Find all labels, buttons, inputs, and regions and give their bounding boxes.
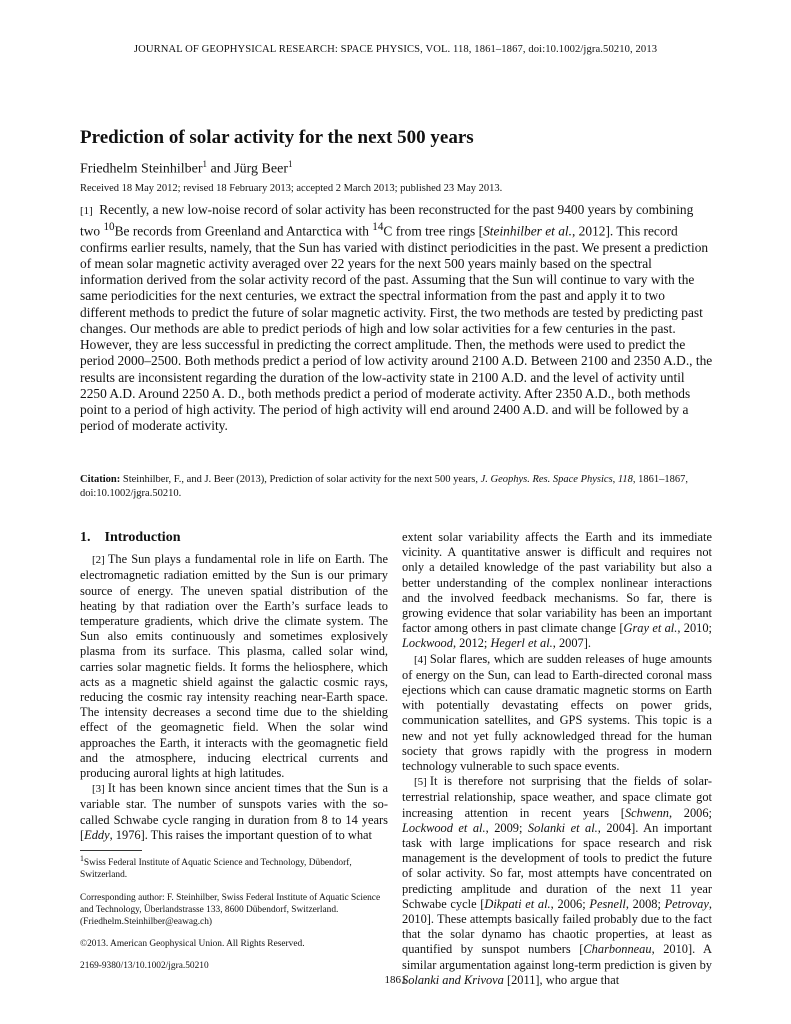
author-name: Friedhelm Steinhilber — [80, 161, 203, 177]
section-heading — [80, 530, 388, 545]
paragraph-number: [4] — [414, 653, 427, 666]
footnote-divider — [80, 850, 142, 851]
affiliation-marker: 1 — [288, 159, 293, 169]
paragraph-text: extent solar variability affects the Earth and its immediate vicinity. A quantitative answer is difficult and requires not only a detailed knowledge of the past variability but also a better understanding of the complex nonlinear interactions and the involved feedback mechanisms. So far, there is growing evidence that solar variability has been an important factor among others in past climate change [ — [402, 530, 712, 636]
citation-text: , 1861–1867, doi:10.1002/jgra.50210. — [80, 474, 689, 499]
copyright-notice — [80, 938, 388, 972]
copyright-text: ©2013. American Geophysical Union. All Rights Reserved. — [80, 939, 305, 950]
left-column — [80, 530, 388, 843]
citation — [80, 473, 714, 501]
reference-link[interactable]: Schwenn — [624, 805, 669, 820]
reference-link[interactable]: Steinhilber et al. — [483, 223, 572, 239]
paragraph-continued — [402, 530, 712, 652]
received-dates: Received 18 May 2012; revised 18 February 2013; accepted 2 March 2013; published 23 May 2013. — [80, 183, 503, 194]
reference-link[interactable]: Petrovay — [664, 896, 709, 911]
paragraph-text: , 1976]. This raises the important question of to what — [109, 827, 372, 842]
paragraph-text: , 2010; — [677, 621, 713, 636]
article-title: Prediction of solar activity for the next 500 years — [80, 127, 474, 148]
paragraph — [402, 774, 712, 988]
abstract-text: , 2012]. This record confirms earlier results, namely, that the Sun has varied with distinct periodicities in the past. We present a prediction of mean solar magnetic activity averaged over 22 years for the next 500 years mainly based on the spectral information derived from the solar activity record of the past. Assuming that the Sun will continue to vary with the same periodicities for the next centuries, we extract the spectral information from the past and apply it to two different methods to predict the future of solar magnetic activity. First, the two methods are tested by predicting past changes. Our methods are able to predict periods of high and low solar activities for a few centuries in the past. However, they are less successful in predicting the correct amplitude. Then, the methods were used to predict the period 2000–2500. Both methods predict a period of low activity around 2100 A.D. Between 2100 and 2350 A.D., the results are inconsistent regarding the duration of the low-activity state in 2100 A.D. and the level of activity until 2250 A.D. Around 2250 A. D., both methods predict a period of moderate activity. After 2350 A.D., both methods point to a period of high activity. The period of high activity will end around 2400 A.D. and will be followed by a period of moderate activity. — [80, 223, 713, 434]
paragraph-text: It has been known since ancient times that the Sun is a variable star. The number of sunspots varies with the so-called Schwabe cycle ranging in duration from 8 to 14 years [ — [80, 781, 388, 842]
right-column — [402, 530, 712, 988]
journal-header: JOURNAL OF GEOPHYSICAL RESEARCH: SPACE PHYSICS, VOL. 118, 1861–1867, doi:10.1002/jgra.50210, 2013 — [133, 44, 658, 55]
paragraph — [80, 781, 388, 843]
reference-link[interactable]: Charbonneau — [583, 942, 652, 957]
paragraph-text: [2011], who argue that — [503, 972, 620, 987]
paragraph-text: , 2006; — [668, 805, 713, 820]
paragraph-text: , 2008; — [625, 896, 665, 911]
reference-link[interactable]: Pesnell — [589, 896, 626, 911]
paragraph-text: It is therefore not surprising that the fields of solar-terrestrial relationship, space weather, and space climate got increasing attention in recent years [ — [402, 774, 712, 820]
paragraph-number: [5] — [414, 776, 427, 789]
reference-link[interactable]: Dikpati et al. — [484, 896, 551, 911]
paragraph-text: Solar flares, which are sudden releases of huge amounts of energy on the Sun, can lead to Earth-directed coronal mass ejections which can cause dramatic magnetic storms on Earth with potentially devastating effects on power grids, communication satellites, and GPS systems. This topic is a new and not yet fully acknowledged thread for the human society that grows rapidly with the progress in modern technology vulnerable to such space events. — [402, 651, 712, 774]
issn-text: 2169-9380/13/10.1002/jgra.50210 — [80, 961, 209, 972]
section-title: Introduction — [104, 530, 181, 545]
citation-volume: 118 — [617, 474, 633, 485]
paragraph-text: , 2010]. These attempts basically failed probably due to the fact that the solar dynamo has chaotic properties, at least as quantified by sunspot numbers [ — [402, 896, 712, 957]
paragraph-text: , 2004]. An important task with large implications for space research and risk management is the development of tools to predict the future of solar activity. So far, most attempts have concentrated on predicting amplitude and duration of the next 11 year Schwabe cycle [ — [402, 820, 712, 911]
reference-link[interactable]: Lockwood et al. — [402, 820, 486, 835]
paragraph-text: , 2007]. — [552, 636, 591, 651]
author-name: Jürg Beer — [234, 161, 288, 177]
paragraph — [80, 552, 388, 781]
affiliation-text: Swiss Federal Institute of Aquatic Science and Technology, Dübendorf, Switzerland. — [80, 858, 352, 881]
paragraph-number: [3] — [92, 783, 105, 796]
footnotes — [80, 853, 388, 983]
abstract-text: Be records from Greenland and Antarctica with — [114, 223, 373, 239]
citation-label: Citation: — [80, 474, 121, 485]
paragraph-text: , 2009; — [485, 820, 528, 835]
isotope-mass: 10 — [103, 221, 115, 234]
reference-link[interactable]: Solanki and Krivova — [402, 972, 504, 987]
affiliation-footnote — [80, 853, 388, 882]
author-list — [80, 159, 293, 178]
reference-link[interactable]: Lockwood — [402, 636, 453, 651]
corresponding-author: Corresponding author: F. Steinhilber, Swiss Federal Institute of Aquatic Science and Technology, Überlandstrasse 133, 8600 Dübendorf, Switzerland. (Friedhelm.Steinhilber@eawag.ch) — [80, 892, 381, 927]
citation-text: Steinhilber, F., and J. Beer (2013), Prediction of solar activity for the next 500 years, — [120, 474, 481, 485]
paragraph-text: The Sun plays a fundamental role in life on Earth. The electromagnetic radiation emitted by the Sun is our primary source of energy. The uneven spatial distribution of the heating by that radiation over the Earth’s surface leads to temperature gradients, which drive the climate system. The Sun also emits continuously and sometimes explosively plasma from its surface. This plasma, called solar wind, carries solar magnetic fields. It forms the heliosphere, which acts as a magnetic shield against the galactic cosmic rays, reducing the cosmic ray intensity reaching near-Earth space. The intensity decreases a second time due to the shielding effect of the geomagnetic field. When the solar wind approaches the Earth, it interacts with the geomagnetic field and the atmosphere, inducing electrical currents and producing auroral lights at high latitudes. — [80, 552, 388, 781]
citation-text: , — [612, 474, 618, 485]
paragraph-text: , 2012; — [452, 636, 491, 651]
author-separator: and — [206, 161, 235, 177]
abstract-text: C from tree rings [ — [383, 223, 484, 239]
paragraph — [402, 652, 712, 775]
paragraph-text: , 2010]. A similar argumentation against long-term prediction is given by — [402, 942, 713, 972]
reference-link[interactable]: Eddy — [84, 827, 110, 842]
abstract-text: Recently, a new low-noise record of solar activity has been reconstructed for the past 9400 years by combining two — [80, 202, 694, 239]
citation-journal: J. Geophys. Res. Space Physics — [480, 474, 613, 485]
section-number: 1. — [80, 530, 91, 545]
affiliation-marker: 1 — [80, 854, 84, 863]
paragraph-text: , 2006; — [550, 896, 590, 911]
reference-link[interactable]: Gray et al. — [623, 621, 678, 636]
reference-link[interactable]: Hegerl et al. — [490, 636, 553, 651]
isotope-mass: 14 — [372, 221, 384, 234]
paragraph-number: [1] — [80, 205, 93, 217]
reference-link[interactable]: Solanki et al. — [527, 820, 598, 835]
paragraph-number: [2] — [92, 554, 105, 567]
affiliation-marker: 1 — [202, 159, 207, 169]
abstract — [80, 202, 714, 434]
page-number: 1861 — [384, 974, 407, 986]
